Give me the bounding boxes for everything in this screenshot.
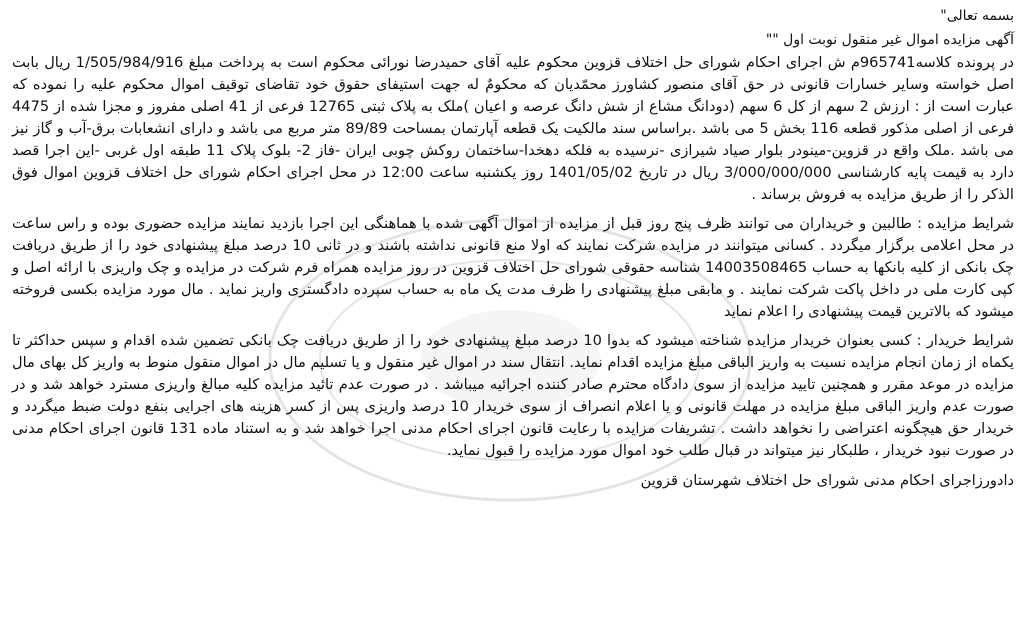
notice-title: آگهی مزایده اموال غیر منقول نوبت اول "" [765,32,1014,48]
buyer-conditions-paragraph: شرایط خریدار : کسی بعنوان خریدار مزایده شناخته میشود که بدوا 10 درصد مبلغ پیشنهادی خود را از طریق دریافت چک بانکی تضمین شده اقدام و سپس حداکثر تا یکماه از زمان انجام مزایده نسبت به واریز الباقی مبلغ مزایده اقدام نماید. انتقال سند در اموال غیر منقول و یا تسلیم مال در اموال منقول منوط به واریز کل بهای مال مزایده در موعد مقرر و همچنین تایید مزایده از سوی دادگاه محترم صادر کننده اجرائیه میباشد . در صورت عدم تائید مزایده کلیه مبالغ واریزی مسترد خواهد شد و در صورت عدم واریز الباقی مبلغ مزایده در مهلت قانونی و یا اعلام انصراف از سوی خریدار 10 درصد واریزی پس از کسر هزینه های اجرایی بنفع دولت ضبط میگردد و خریدار حق هیچگونه اعتراضی را نخواهد داشت . تشریفات مزایده با رعایت قانون اجرای احکام مدنی اجرا خواهد شد و به استناد ماده 131 قانون اجرای احکام مدنی در صورت نبود خریدار ، طلبکار نیز میتواند در قبال طلب خود اموال مورد مزایده را قبول نماید. [12,332,1015,459]
bismillah-heading: بسمه تعالی" [940,8,1014,24]
signature-line: دادورزاجرای احکام مدنی شورای حل اختلاف شهرستان قزوین [640,472,1014,489]
auction-conditions-paragraph: شرایط مزایده : طالبین و خریداران می توانند ظرف پنج روز قبل از مزایده از اموال آگهی شده با هماهنگی این اجرا بازدید نمایند مزایده حضوری بوده و راس ساعت در محل اعلامی برگزار میگردد . کسانی میتوانند در مزایده شرکت نمایند که اولا منع قانونی نداشته باشند و در ثانی 10 درصد مبلغ پیشنهادی خود را از طریق دریافت چک بانکی از کلیه بانکها به حساب 14003508465 شناسه حقوقی شورای حل اختلاف قزوین در روز مزایده همراه فرم شرکت در مزایده و چک واریزی با ارائه اصل و کپی کارت ملی در داخل پاکت شرکت نمایند . و مابقی مبلغ پیشنهادی را ظرف مدت یک ماه به حساب سپرده دادگستری واریز نماید . مال مورد مزایده بکسی فروخته میشود که بالاترین قیمت پیشنهادی را اعلام نماید [12,215,1014,320]
case-paragraph: در پرونده کلاسه965741م ش اجرای احکام شورای حل اختلاف قزوین محکوم علیه آقای حمیدرضا نورائی محکوم است به پرداخت مبلغ 1/505/984/916 ریال بابت اصل خواسته وسایر خسارات قانونی در حق آقای منصور کشاورز محمّدیان که محکومٌ له جهت استیفای حقوق خود تقاضای توقیف اموال محکوم علیه را نموده که عبارت است از : ارزش 2 سهم از کل 6 سهم (دودانگ مشاع از شش دانگ عرصه و اعیان )ملک به پلاک ثبتی 12765 فرعی از 41 اصلی مفروز و مجزا شده از 4475 فرعی از اصلی مذکور قطعه 116 بخش 5 می باشد .براساس سند مالکیت یک قطعه آپارتمان بمساحت 89/89 متر مربع می باشد و دارای انشعابات برق-آب و گاز نیز می باشد .ملک واقع در قزوین-مینودر بلوار صیاد شیرازی -نرسیده به فلکه دهخدا-ساختمان روکش چوبی ایران -فاز 2- بلوک پلاک 11 طبقه اول غربی -این اجرا قصد دارد به قیمت پایه کارشناسی 3/000/000/000 ریال در تاریخ 1401/05/02 روز یکشنبه ساعت 12:00 در محل اجرای احکام شورای حل اختلاف قزوین اموال فوق الذکر را از طریق مزایده به فروش برساند . [12,54,1015,203]
auction-notice [12,4,1014,624]
